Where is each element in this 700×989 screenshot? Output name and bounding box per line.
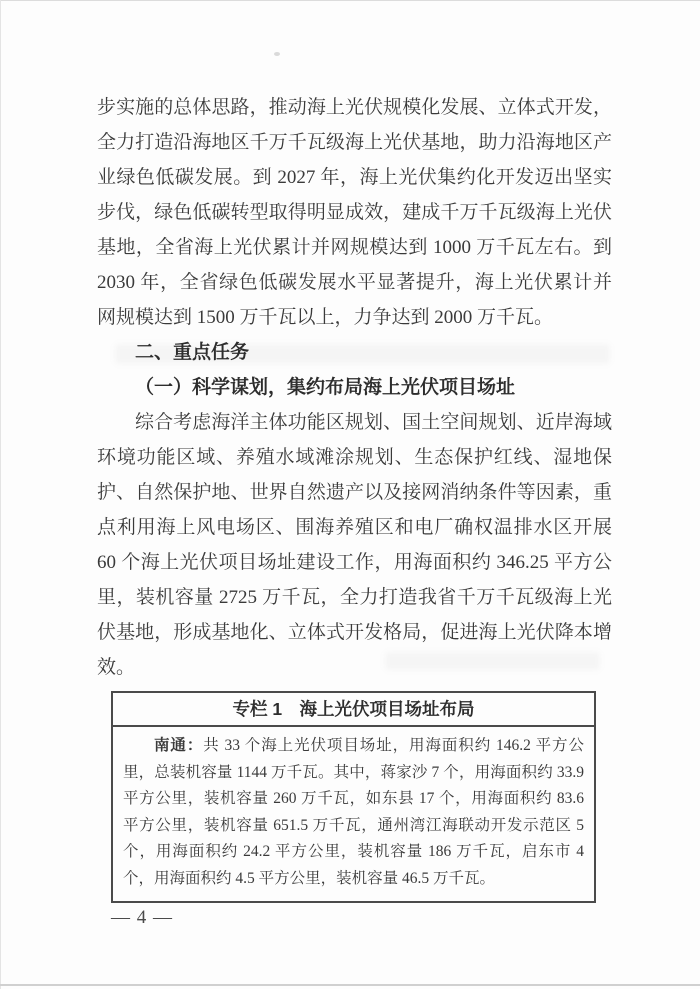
paragraph-site-planning: 综合考虑海洋主体功能区规划、国土空间规划、近岸海域环境功能区域、养殖水域滩涂规划、生态保护红线、湿地保护、自然保护地、世界自然遗产以及接网消纳条件等因素，重点利用海上风电场区、围海养殖区和电厂确权温排水区开展 60 个海上光伏项目场址建设工作，用海面积约 346.25 平方公里，装机容量 2725 万千瓦，全力打造我省千万千瓦级海上光伏基地，形成基地化、立体式开发格局，促进海上光伏降本增效。 bbox=[97, 412, 612, 678]
callout-box-column-1 bbox=[111, 691, 596, 903]
callout-box-title: 专栏 1 海上光伏项目场址布局 bbox=[113, 693, 594, 727]
scan-edge-left bbox=[0, 0, 1, 989]
subsection-heading: （一）科学谋划，集约布局海上光伏项目场址 bbox=[135, 377, 516, 398]
callout-box-text: 共 33 个海上光伏项目场址，用海面积约 146.2 平方公里，总装机容量 1144 万千瓦。其中，蒋家沙 7 个，用海面积约 33.9 平方公里，装机容量 260 万千瓦，如东县 17 个，用海面积约 83.6 平方公里，装机容量 651.5 万千瓦，通州湾江海联动开发示范区 5 个，用海面积约 24.2 平方公里，装机容量 186 万千瓦，启东市 4 个，用海面积约 4.5 平方公里，装机容量 46.5 万千瓦。 bbox=[123, 737, 584, 887]
scan-speck-artifact bbox=[274, 52, 280, 56]
section-heading: 二、重点任务 bbox=[135, 342, 250, 363]
scan-edge-bottom bbox=[0, 984, 700, 986]
region-label: 南通： bbox=[154, 737, 204, 754]
scan-edge-top bbox=[0, 0, 700, 1]
paragraph-continuation: 步实施的总体思路，推动海上光伏规模化发展、立体式开发，全力打造沿海地区千万千瓦级海上光伏基地，助力沿海地区产业绿色低碳发展。到 2027 年，海上光伏集约化开发迈出坚实步伐，绿色低碳转型取得明显成效，建成千万千瓦级海上光伏基地，全省海上光伏累计并网规模达到 1000 万千瓦左右。到 2030 年，全省绿色低碳发展水平显著提升，海上光伏累计并网规模达到 1500 万千瓦以上，力争达到 2000 万千瓦。 bbox=[97, 97, 612, 328]
page-content bbox=[97, 90, 612, 903]
callout-box-paragraph bbox=[113, 727, 594, 901]
page-number: — 4 — bbox=[111, 907, 173, 928]
